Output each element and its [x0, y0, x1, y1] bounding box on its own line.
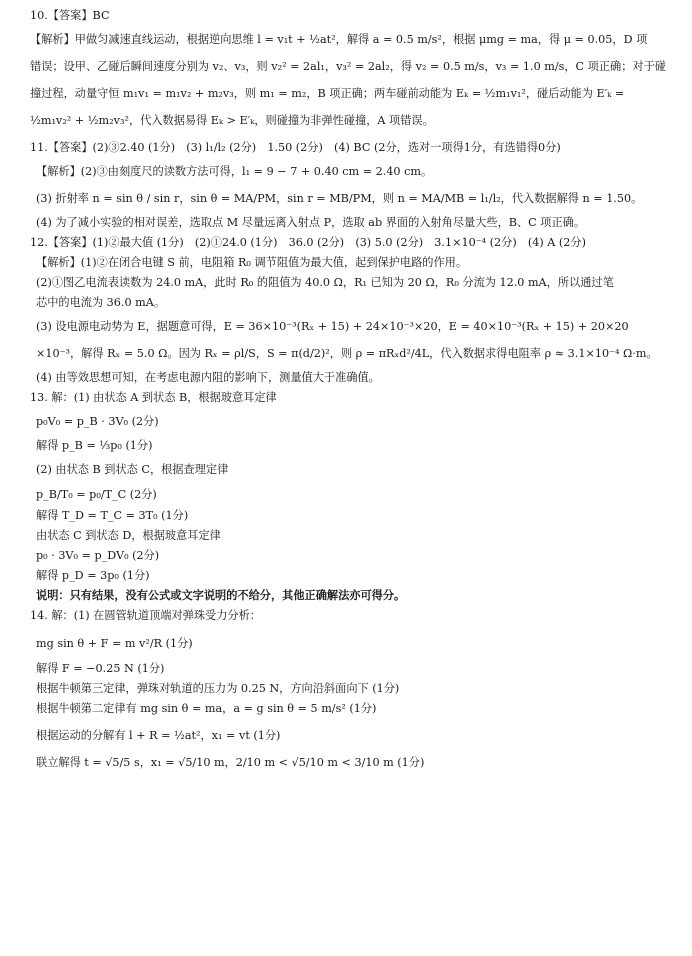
- q10-analysis-line-4: ½m₁v₂² + ½m₂v₃²，代入数据易得 Eₖ > E′ₖ，则碰撞为非弹性碰撞，A 项错误。: [30, 114, 434, 127]
- q13-equation-1: p₀V₀ = p_B · 3V₀ (2分): [36, 415, 159, 428]
- q13-intro: 13. 解：(1) 由状态 A 到状态 B，根据玻意耳定律: [30, 391, 277, 404]
- q13-part-3: 由状态 C 到状态 D，根据玻意耳定律: [36, 529, 221, 542]
- q13-result-3: 解得 p_D = 3p₀ (1分): [36, 569, 150, 582]
- q14-result-1: 解得 F = −0.25 N (1分): [36, 662, 165, 675]
- q13-result-1: 解得 p_B = ⅓p₀ (1分): [36, 439, 153, 452]
- q12-analysis-line-2: (2)①图乙电流表读数为 24.0 mA，此时 R₀ 的阻值为 40.0 Ω，R₁ 已知为 20 Ω，R₀ 分流为 12.0 mA，所以通过笔: [36, 276, 614, 289]
- q10-analysis-line-3: 撞过程，动量守恒 m₁v₁ = m₁v₂ + m₂v₃，则 m₁ = m₂，B 项正确；两车碰前动能为 Eₖ = ½m₁v₁²，碰后动能为 E′ₖ =: [30, 87, 625, 100]
- q13-equation-2: p_B/T₀ = p₀/T_C (2分): [36, 488, 157, 501]
- q12-analysis-line-1: 【解析】(1)②在闭合电键 S 前，电阻箱 R₀ 调节阻值为最大值，起到保护电路的作用。: [36, 256, 468, 269]
- q13-equation-3: p₀ · 3V₀ = p_DV₀ (2分): [36, 549, 160, 562]
- q10-analysis-line-1: 【解析】甲做匀减速直线运动，根据逆向思维 l = v₁t + ½at²，解得 a = 0.5 m/s²，根据 μmg = ma，得 μ = 0.05，D 项: [30, 33, 648, 46]
- q13-part-2: (2) 由状态 B 到状态 C，根据查理定律: [36, 463, 229, 476]
- q13-result-2: 解得 T_D = T_C = 3T₀ (1分): [36, 509, 189, 522]
- q14-line-newton-2: 根据牛顿第二定律有 mg sin θ = ma，a = g sin θ = 5 m/s² (1分): [36, 702, 377, 715]
- q11-analysis-line-3: (4) 为了减小实验的相对误差，选取点 M 尽量远离入射点 P，选取 ab 界面的入射角尽量大些，B、C 项正确。: [36, 216, 586, 229]
- q10-analysis-line-2: 错误；设甲、乙碰后瞬间速度分别为 v₂、v₃，则 v₂² = 2al₁，v₃² = 2al₂，得 v₂ = 0.5 m/s，v₃ = 1.0 m/s，C 项正确；对于碰: [30, 60, 666, 73]
- q12-analysis-line-4: (3) 设电源电动势为 E，据题意可得，E = 36×10⁻³(Rₓ + 15) + 24×10⁻³×20，E = 40×10⁻³(Rₓ + 15) + 20×20: [36, 320, 629, 333]
- q11-answer: 11.【答案】(2)③2.40 (1分) (3) l₁/l₂ (2分) 1.50 (2分) (4) BC (2分，选对一项得1分，有选错得0分): [30, 141, 561, 154]
- q12-analysis-line-6: (4) 由等效思想可知，在考虑电源内阻的影响下，测量值大于准确值。: [36, 371, 380, 384]
- q14-intro: 14. 解：(1) 在圆管轨道顶端对弹珠受力分析：: [30, 609, 261, 622]
- q14-line-newton-3: 根据牛顿第三定律，弹珠对轨道的压力为 0.25 N，方向沿斜面向下 (1分): [36, 682, 400, 695]
- q10-answer: 10.【答案】BC: [30, 9, 110, 22]
- q14-line-decomposition: 根据运动的分解有 l + R = ½at²，x₁ = vt (1分): [36, 729, 281, 742]
- q14-equation-1: mg sin θ + F = m v²/R (1分): [36, 637, 193, 650]
- q12-analysis-line-3: 芯中的电流为 36.0 mA。: [36, 296, 166, 309]
- q12-analysis-line-5: ×10⁻³，解得 Rₓ = 5.0 Ω。因为 Rₓ = ρl/S，S = π(d/2)²，则 ρ = πRₓd²/4L，代入数据求得电阻率 ρ ≈ 3.1×10⁻⁴ Ω·m。: [36, 347, 658, 360]
- q11-analysis-line-2: (3) 折射率 n = sin θ / sin r，sin θ = MA/PM，sin r = MB/PM，则 n = MA/MB = l₁/l₂，代入数据解得 n = 1.50。: [36, 192, 643, 205]
- q13-note: 说明：只有结果，没有公式或文字说明的不给分，其他正确解法亦可得分。: [36, 588, 406, 602]
- q14-line-solution: 联立解得 t = √5/5 s，x₁ = √5/10 m，2/10 m < √5/10 m < 3/10 m (1分): [36, 756, 425, 769]
- q12-answer: 12.【答案】(1)②最大值 (1分) (2)①24.0 (1分) 36.0 (2分) (3) 5.0 (2分) 3.1×10⁻⁴ (2分) (4) A (2分): [30, 236, 586, 249]
- q11-analysis-line-1: 【解析】(2)③由刻度尺的读数方法可得，l₁ = 9 − 7 + 0.40 cm = 2.40 cm。: [36, 165, 433, 178]
